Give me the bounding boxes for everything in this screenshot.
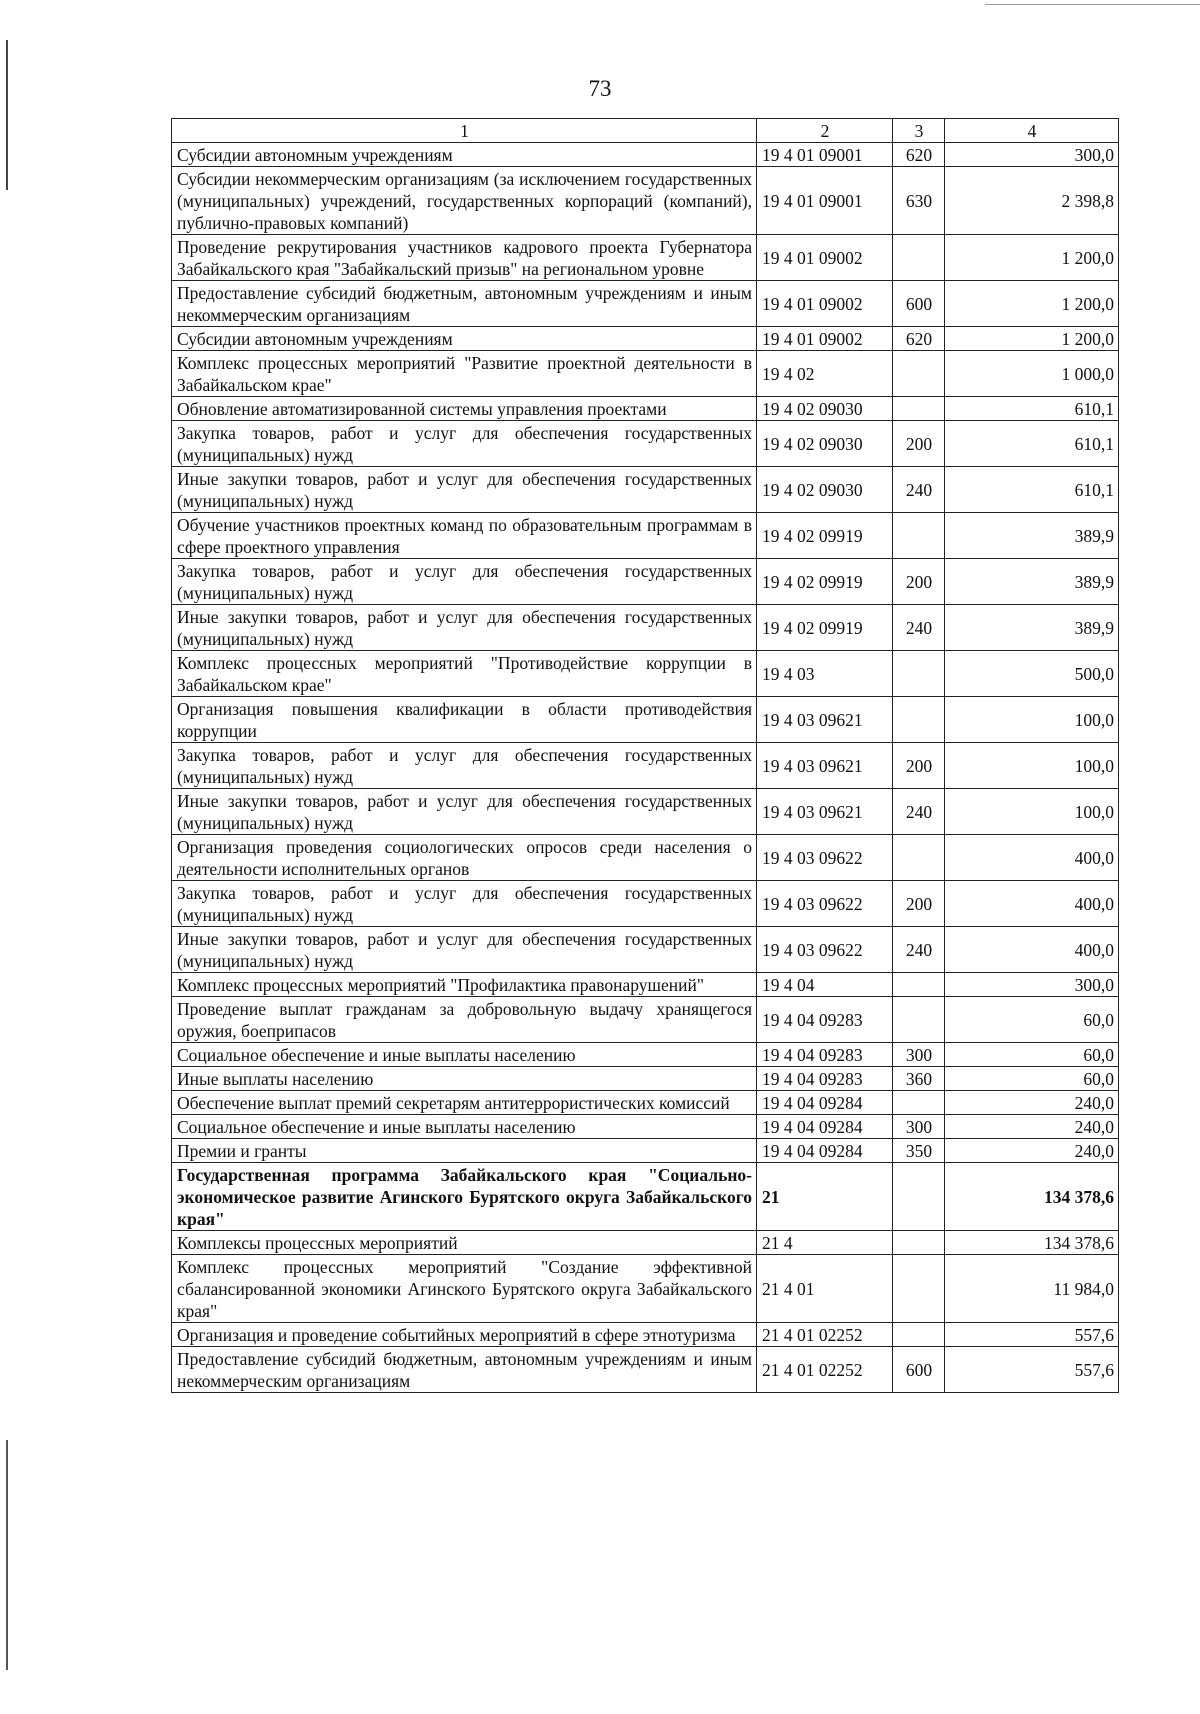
row-code: 19 4 03 09622 [757,835,893,881]
row-code: 19 4 04 09284 [757,1091,893,1115]
row-code: 19 4 04 09284 [757,1115,893,1139]
table-row [172,559,1119,605]
row-amount: 60,0 [945,1043,1119,1067]
row-vr: 200 [893,559,945,605]
row-code: 19 4 04 09284 [757,1139,893,1163]
row-vr [893,973,945,997]
row-code: 19 4 04 09283 [757,1067,893,1091]
table-row [172,235,1119,281]
row-code: 19 4 04 [757,973,893,997]
row-vr [893,235,945,281]
row-name: Социальное обеспечение и иные выплаты населению [172,1115,757,1139]
row-code: 19 4 02 09919 [757,513,893,559]
row-vr [893,835,945,881]
row-vr: 240 [893,789,945,835]
table-row [172,397,1119,421]
table-row [172,1231,1119,1255]
row-code: 19 4 03 09622 [757,927,893,973]
row-amount: 400,0 [945,835,1119,881]
row-amount: 100,0 [945,789,1119,835]
table-row [172,281,1119,327]
table-row [172,1139,1119,1163]
row-name: Иные выплаты населению [172,1067,757,1091]
row-name: Социальное обеспечение и иные выплаты населению [172,1043,757,1067]
row-vr: 240 [893,467,945,513]
row-code: 19 4 03 09621 [757,697,893,743]
table-row [172,513,1119,559]
table-row [172,835,1119,881]
row-vr: 600 [893,281,945,327]
row-name: Иные закупки товаров, работ и услуг для обеспечения государственных (муниципальных) нужд [172,927,757,973]
table-row [172,743,1119,789]
row-amount: 2 398,8 [945,167,1119,235]
row-vr: 300 [893,1115,945,1139]
row-amount: 1 200,0 [945,281,1119,327]
row-name: Закупка товаров, работ и услуг для обеспечения государственных (муниципальных) нужд [172,559,757,605]
page-number: 73 [588,76,612,101]
row-code: 19 4 04 09283 [757,1043,893,1067]
row-amount: 134 378,6 [945,1231,1119,1255]
row-code: 19 4 03 09621 [757,789,893,835]
row-vr: 630 [893,167,945,235]
row-amount: 1 000,0 [945,351,1119,397]
row-name: Субсидии автономным учреждениям [172,327,757,351]
row-vr: 200 [893,421,945,467]
row-code: 19 4 02 09030 [757,467,893,513]
row-code: 19 4 02 09030 [757,421,893,467]
table-row [172,1255,1119,1323]
row-code: 19 4 03 09622 [757,881,893,927]
row-amount: 500,0 [945,651,1119,697]
row-amount: 240,0 [945,1115,1119,1139]
scan-artifact-left [6,40,8,190]
row-amount: 1 200,0 [945,327,1119,351]
header-name: 1 [172,119,757,143]
row-amount: 240,0 [945,1091,1119,1115]
row-amount: 60,0 [945,1067,1119,1091]
row-name: Предоставление субсидий бюджетным, автономным учреждениям и иным некоммерческим организациям [172,1347,757,1393]
table-row [172,997,1119,1043]
row-name: Обучение участников проектных команд по образовательным программам в сфере проектного управления [172,513,757,559]
header-code: 2 [757,119,893,143]
table-row [172,789,1119,835]
row-name: Организация и проведение событийных мероприятий в сфере этнотуризма [172,1323,757,1347]
table-row [172,973,1119,997]
row-vr [893,651,945,697]
row-name: Организация повышения квалификации в области противодействия коррупции [172,697,757,743]
row-code: 19 4 01 09001 [757,167,893,235]
row-vr: 200 [893,881,945,927]
row-code: 19 4 03 09621 [757,743,893,789]
row-amount: 240,0 [945,1139,1119,1163]
table-row [172,927,1119,973]
row-name: Проведение рекрутирования участников кадрового проекта Губернатора Забайкальского края "Забайкальский призыв" на региональном уровне [172,235,757,281]
row-vr [893,997,945,1043]
row-code: 21 4 01 [757,1255,893,1323]
row-code: 19 4 01 09002 [757,235,893,281]
row-vr [893,397,945,421]
row-amount: 400,0 [945,881,1119,927]
row-amount: 400,0 [945,927,1119,973]
row-name: Государственная программа Забайкальского края "Социально-экономическое развитие Агинского Бурятского округа Забайкальского края" [172,1163,757,1231]
row-code: 21 [757,1163,893,1231]
row-name: Субсидии некоммерческим организациям (за исключением государственных (муниципальных) учреждений, государственных корпораций (компаний), публично-правовых компаний) [172,167,757,235]
table-row [172,351,1119,397]
row-vr: 620 [893,327,945,351]
table-row [172,1091,1119,1115]
row-amount: 11 984,0 [945,1255,1119,1323]
table-header-row [172,119,1119,143]
row-name: Комплекс процессных мероприятий "Создание эффективной сбалансированной экономики Агинского Бурятского округа Забайкальского края" [172,1255,757,1323]
row-name: Закупка товаров, работ и услуг для обеспечения государственных (муниципальных) нужд [172,421,757,467]
table-row [172,167,1119,235]
table-row [172,327,1119,351]
row-name: Закупка товаров, работ и услуг для обеспечения государственных (муниципальных) нужд [172,881,757,927]
row-vr: 200 [893,743,945,789]
row-code: 21 4 01 02252 [757,1347,893,1393]
table-row [172,1347,1119,1393]
table-body [172,143,1119,1393]
row-amount: 1 200,0 [945,235,1119,281]
row-amount: 557,6 [945,1347,1119,1393]
scan-artifact-left-lower [6,1440,8,1670]
row-name: Закупка товаров, работ и услуг для обеспечения государственных (муниципальных) нужд [172,743,757,789]
row-name: Иные закупки товаров, работ и услуг для обеспечения государственных (муниципальных) нужд [172,605,757,651]
row-name: Предоставление субсидий бюджетным, автономным учреждениям и иным некоммерческим организациям [172,281,757,327]
row-amount: 300,0 [945,143,1119,167]
row-name: Организация проведения социологических опросов среди населения о деятельности исполнительных органов [172,835,757,881]
header-vr: 3 [893,119,945,143]
table-row [172,1115,1119,1139]
row-code: 21 4 01 02252 [757,1323,893,1347]
row-name: Обновление автоматизированной системы управления проектами [172,397,757,421]
row-code: 19 4 02 09030 [757,397,893,421]
row-name: Комплексы процессных мероприятий [172,1231,757,1255]
row-amount: 610,1 [945,397,1119,421]
row-code: 19 4 01 09001 [757,143,893,167]
row-name: Комплекс процессных мероприятий "Противодействие коррупции в Забайкальском крае" [172,651,757,697]
row-amount: 610,1 [945,467,1119,513]
row-vr [893,1231,945,1255]
row-amount: 60,0 [945,997,1119,1043]
row-vr: 620 [893,143,945,167]
row-vr: 350 [893,1139,945,1163]
row-amount: 389,9 [945,513,1119,559]
row-vr: 600 [893,1347,945,1393]
table-row [172,881,1119,927]
row-code: 19 4 02 09919 [757,605,893,651]
table-row [172,651,1119,697]
row-name: Иные закупки товаров, работ и услуг для обеспечения государственных (муниципальных) нужд [172,789,757,835]
row-code: 19 4 02 09919 [757,559,893,605]
row-code: 21 4 [757,1231,893,1255]
scan-artifact-top [985,4,1200,5]
row-code: 19 4 04 09283 [757,997,893,1043]
row-amount: 557,6 [945,1323,1119,1347]
table-row [172,697,1119,743]
row-amount: 100,0 [945,743,1119,789]
table-row [172,143,1119,167]
row-amount: 389,9 [945,559,1119,605]
row-amount: 100,0 [945,697,1119,743]
table-row [172,421,1119,467]
row-vr: 300 [893,1043,945,1067]
row-vr [893,1163,945,1231]
row-vr [893,1091,945,1115]
row-vr [893,351,945,397]
row-name: Проведение выплат гражданам за добровольную выдачу хранящегося оружия, боеприпасов [172,997,757,1043]
row-name: Комплекс процессных мероприятий "Профилактика правонарушений" [172,973,757,997]
row-amount: 134 378,6 [945,1163,1119,1231]
row-code: 19 4 03 [757,651,893,697]
table-row [172,1323,1119,1347]
row-vr [893,1255,945,1323]
row-name: Субсидии автономным учреждениям [172,143,757,167]
table-row [172,467,1119,513]
table-row [172,1067,1119,1091]
row-vr: 240 [893,927,945,973]
row-code: 19 4 01 09002 [757,327,893,351]
header-amount: 4 [945,119,1119,143]
row-name: Иные закупки товаров, работ и услуг для обеспечения государственных (муниципальных) нужд [172,467,757,513]
table-row [172,605,1119,651]
row-vr [893,697,945,743]
row-amount: 389,9 [945,605,1119,651]
row-name: Комплекс процессных мероприятий "Развитие проектной деятельности в Забайкальском крае" [172,351,757,397]
row-amount: 610,1 [945,421,1119,467]
row-vr [893,513,945,559]
row-name: Обеспечение выплат премий секретарям антитеррористических комиссий [172,1091,757,1115]
budget-table [171,118,1119,1393]
table-row [172,1043,1119,1067]
row-vr [893,1323,945,1347]
row-vr: 360 [893,1067,945,1091]
row-name: Премии и гранты [172,1139,757,1163]
table-row [172,1163,1119,1231]
row-code: 19 4 02 [757,351,893,397]
row-amount: 300,0 [945,973,1119,997]
row-vr: 240 [893,605,945,651]
row-code: 19 4 01 09002 [757,281,893,327]
